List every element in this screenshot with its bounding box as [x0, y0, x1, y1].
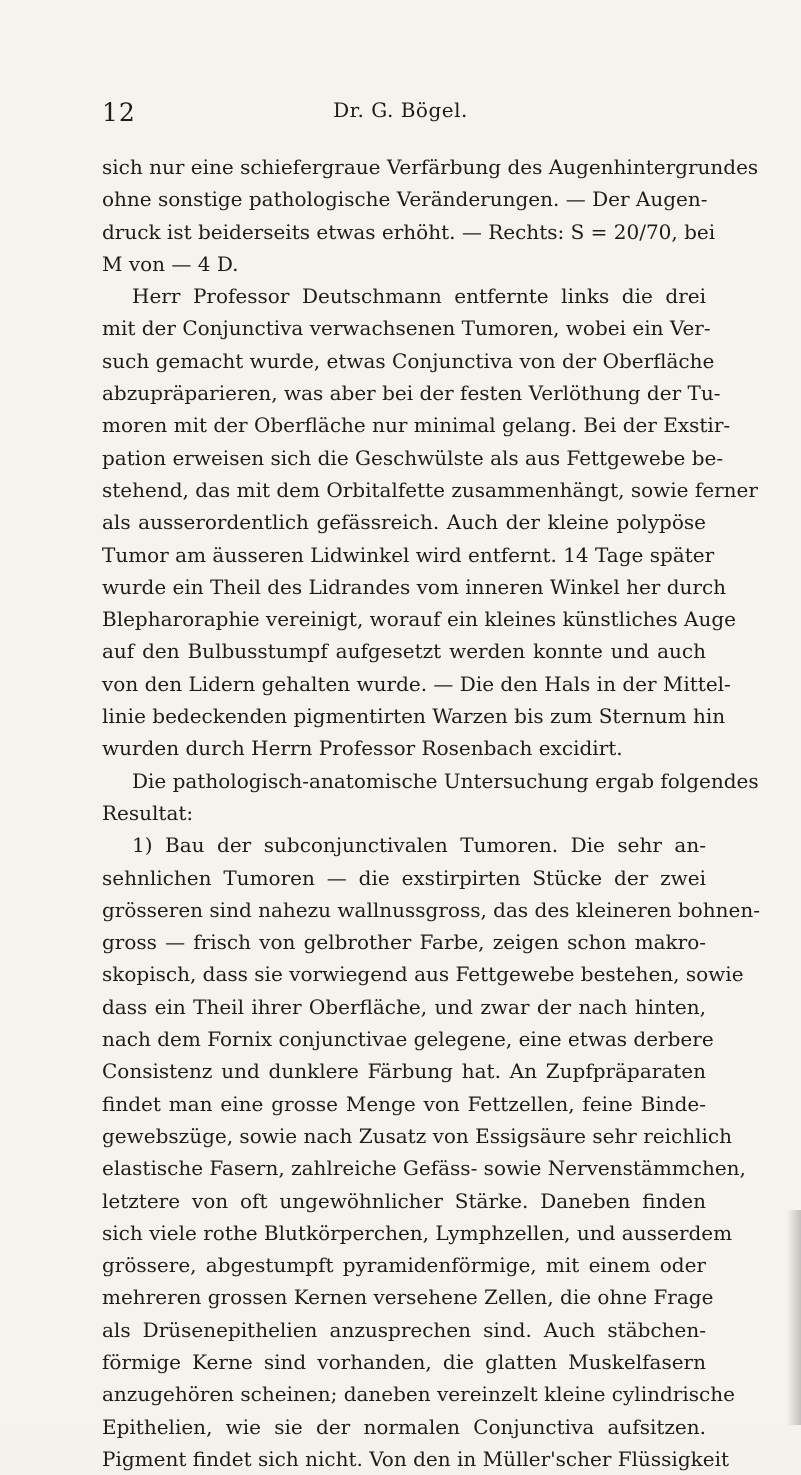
text-line: skopisch, dass sie vorwiegend aus Fettgewebe bestehen, sowie	[102, 962, 744, 987]
text-line: pation erweisen sich die Geschwülste als aus Fettgewebe be-	[102, 445, 724, 470]
paragraph	[102, 151, 759, 280]
text-line: nach dem Fornix conjunctivae gelegene, eine etwas derbere	[102, 1027, 714, 1052]
text-line: anzugehören scheinen; daneben vereinzelt kleine cylindrische	[102, 1382, 735, 1407]
text-line: abzupräparieren, was aber bei der festen Verlöthung der Tu-	[102, 381, 721, 406]
text-line: mit der Conjunctiva verwachsenen Tumoren, wobei ein Ver-	[102, 316, 711, 341]
text-line: findet man eine grosse Menge von Fettzellen, feine Binde-	[102, 1091, 706, 1116]
page-edge-shadow	[787, 1210, 801, 1425]
text-line: sich viele rothe Blutkörperchen, Lymphzellen, und ausserdem	[102, 1220, 733, 1245]
text-line: Herr Professor Deutschmann entfernte links die drei	[132, 284, 706, 309]
text-line: gross — frisch von gelbrother Farbe, zeigen schon makro-	[102, 930, 706, 955]
text-line: linie bedeckenden pigmentirten Warzen bis zum Sternum hin	[102, 704, 726, 729]
text-line: Tumor am äusseren Lidwinkel wird entfernt. 14 Tage später	[102, 542, 715, 567]
text-line: 1) Bau der subconjunctivalen Tumoren. Die sehr an-	[132, 833, 706, 858]
paragraph	[102, 280, 758, 764]
text-line: Pigment findet sich nicht. Von den in Müller'scher Flüssigkeit	[102, 1446, 730, 1471]
text-line: förmige Kerne sind vorhanden, die glatten Muskelfasern	[102, 1349, 706, 1374]
text-line: als Drüsenepithelien anzusprechen sind. Auch stäbchen-	[102, 1317, 706, 1342]
text-line: such gemacht wurde, etwas Conjunctiva von der Oberfläche	[102, 348, 715, 373]
text-line: sehnlichen Tumoren — die exstirpirten Stücke der zwei	[102, 865, 706, 890]
text-line: Blepharoraphie vereinigt, worauf ein kleines künstliches Auge	[102, 607, 736, 632]
page-header	[0, 92, 801, 128]
text-line: grössere, abgestumpft pyramidenförmige, mit einem oder	[102, 1253, 706, 1278]
page-number: 12	[102, 98, 136, 127]
body-text	[102, 151, 760, 1475]
text-line: wurden durch Herrn Professor Rosenbach excidirt.	[102, 736, 623, 761]
text-line: elastische Fasern, zahlreiche Gefäss- sowie Nervenstämmchen,	[102, 1156, 746, 1181]
paragraph	[102, 765, 759, 830]
paragraph	[102, 829, 760, 1475]
text-line: mehreren grossen Kernen versehene Zellen, die ohne Frage	[102, 1285, 714, 1310]
text-line: gewebszüge, sowie nach Zusatz von Essigsäure sehr reichlich	[102, 1123, 732, 1148]
text-line: sich nur eine schiefergraue Verfärbung des Augenhintergrundes	[102, 155, 759, 179]
text-line: letztere von oft ungewöhnlicher Stärke. Daneben finden	[102, 1188, 706, 1213]
text-line: von den Lidern gehalten wurde. — Die den Hals in der Mittel-	[102, 671, 731, 696]
text-line: Consistenz und dunklere Färbung hat. An Zupfpräparaten	[102, 1059, 706, 1084]
text-line: ohne sonstige pathologische Veränderungen. — Der Augen-	[102, 187, 708, 212]
text-line: Die pathologisch-anatomische Untersuchung ergab folgendes	[132, 768, 759, 793]
text-line: wurde ein Theil des Lidrandes vom inneren Winkel her durch	[102, 574, 727, 599]
text-line: druck ist beiderseits etwas erhöht. — Rechts: S = 20/70, bei	[102, 219, 716, 244]
text-line: stehend, das mit dem Orbitalfette zusammenhängt, sowie ferner	[102, 477, 758, 502]
text-line: als ausserordentlich gefässreich. Auch der kleine polypöse	[102, 510, 706, 535]
text-line: auf den Bulbusstumpf aufgesetzt werden konnte und auch	[102, 639, 706, 664]
text-line: moren mit der Oberfläche nur minimal gelang. Bei der Exstir-	[102, 413, 731, 438]
text-line: M von — 4 D.	[102, 251, 239, 276]
text-line: grösseren sind nahezu wallnussgross, das des kleineren bohnen-	[102, 897, 760, 922]
text-line: dass ein Theil ihrer Oberfläche, und zwar der nach hinten,	[102, 994, 706, 1019]
text-line: Epithelien, wie sie der normalen Conjunctiva aufsitzen.	[102, 1414, 706, 1439]
running-head: Dr. G. Bögel.	[333, 98, 468, 122]
text-line: Resultat:	[102, 800, 194, 825]
